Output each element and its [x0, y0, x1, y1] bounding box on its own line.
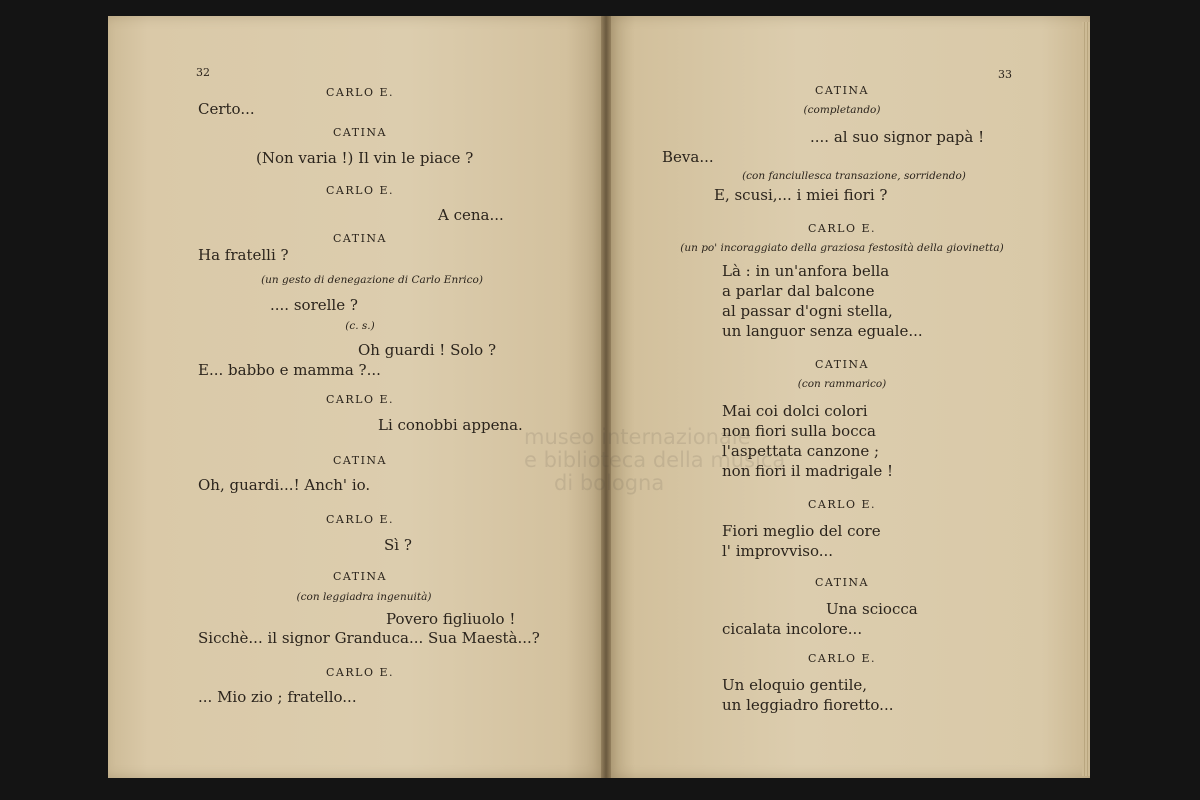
- left-page: [108, 16, 606, 778]
- verse-line: (Non varia !) Il vin le piace ?: [256, 149, 474, 167]
- open-book: [104, 16, 1096, 778]
- page-edge: [1082, 22, 1090, 776]
- verse-line: Li conobbi appena.: [378, 416, 523, 434]
- verse-line: .... sorelle ?: [270, 296, 358, 314]
- page-number: 33: [998, 68, 1012, 81]
- stage-direction: (con leggiadra ingenuità): [296, 591, 432, 603]
- book-spine: [601, 16, 611, 778]
- speaker-name: CARLO E.: [808, 498, 876, 511]
- stage-direction: (completando): [803, 104, 881, 116]
- verse-line: Là : in un'anfora bella: [722, 262, 890, 280]
- speaker-name: CARLO E.: [326, 513, 394, 526]
- verse-line: Una sciocca: [826, 600, 918, 618]
- verse-line: Oh guardi ! Solo ?: [358, 341, 497, 359]
- verse-line: Povero figliuolo !: [386, 610, 516, 628]
- stage-direction: (con rammarico): [797, 378, 887, 390]
- verse-line: cicalata incolore...: [722, 620, 863, 638]
- speaker-name: CATINA: [814, 576, 869, 589]
- verse-line: Fiori meglio del core: [722, 522, 881, 540]
- stage-direction: (con fanciullesca transazione, sorridendo): [742, 170, 966, 182]
- speaker-name: CATINA: [814, 84, 869, 97]
- verse-line: un languor senza eguale...: [722, 322, 923, 340]
- verse-line: .... al suo signor papà !: [810, 128, 985, 146]
- page-number: 32: [196, 66, 210, 79]
- verse-line: A cena...: [438, 206, 504, 224]
- stage-direction: (un gesto di denegazione di Carlo Enrico): [261, 274, 483, 286]
- verse-line: l'aspettata canzone ;: [722, 442, 880, 460]
- speaker-name: CARLO E.: [808, 222, 876, 235]
- speaker-name: CATINA: [332, 454, 387, 467]
- speaker-name: CARLO E.: [326, 666, 394, 679]
- verse-line: al passar d'ogni stella,: [722, 302, 893, 320]
- verse-line: un leggiadro fioretto...: [722, 696, 894, 714]
- verse-line: a parlar dal balcone: [722, 282, 875, 300]
- speaker-name: CARLO E.: [326, 184, 394, 197]
- right-page: [606, 16, 1090, 778]
- verse-line: non fiori sulla bocca: [722, 422, 876, 440]
- speaker-name: CARLO E.: [326, 393, 394, 406]
- speaker-name: CATINA: [332, 232, 387, 245]
- verse-line: Oh, guardi...! Anch' io.: [198, 476, 371, 494]
- stage-direction: (c. s.): [345, 320, 375, 332]
- verse-line: E... babbo e mamma ?...: [198, 361, 381, 379]
- verse-line: E, scusi,... i miei fiori ?: [714, 186, 888, 204]
- verse-line: Sicchè... il signor Granduca... Sua Maestà...?: [198, 629, 540, 647]
- verse-line: l' improvviso...: [722, 542, 834, 560]
- verse-line: ... Mio zio ; fratello...: [198, 688, 357, 706]
- speaker-name: CARLO E.: [326, 86, 394, 99]
- speaker-name: CARLO E.: [808, 652, 876, 665]
- speaker-name: CATINA: [332, 126, 387, 139]
- verse-line: Sì ?: [384, 536, 412, 554]
- verse-line: non fiori il madrigale !: [722, 462, 894, 480]
- verse-line: Mai coi dolci colori: [722, 402, 868, 420]
- speaker-name: CATINA: [814, 358, 869, 371]
- stage-direction: (un po' incoraggiato della graziosa festosità della giovinetta): [680, 242, 1004, 254]
- speaker-name: CATINA: [332, 570, 387, 583]
- verse-line: Un eloquio gentile,: [722, 676, 868, 694]
- verse-line: Beva...: [662, 148, 714, 166]
- verse-line: Certo...: [198, 100, 255, 118]
- verse-line: Ha fratelli ?: [198, 246, 289, 264]
